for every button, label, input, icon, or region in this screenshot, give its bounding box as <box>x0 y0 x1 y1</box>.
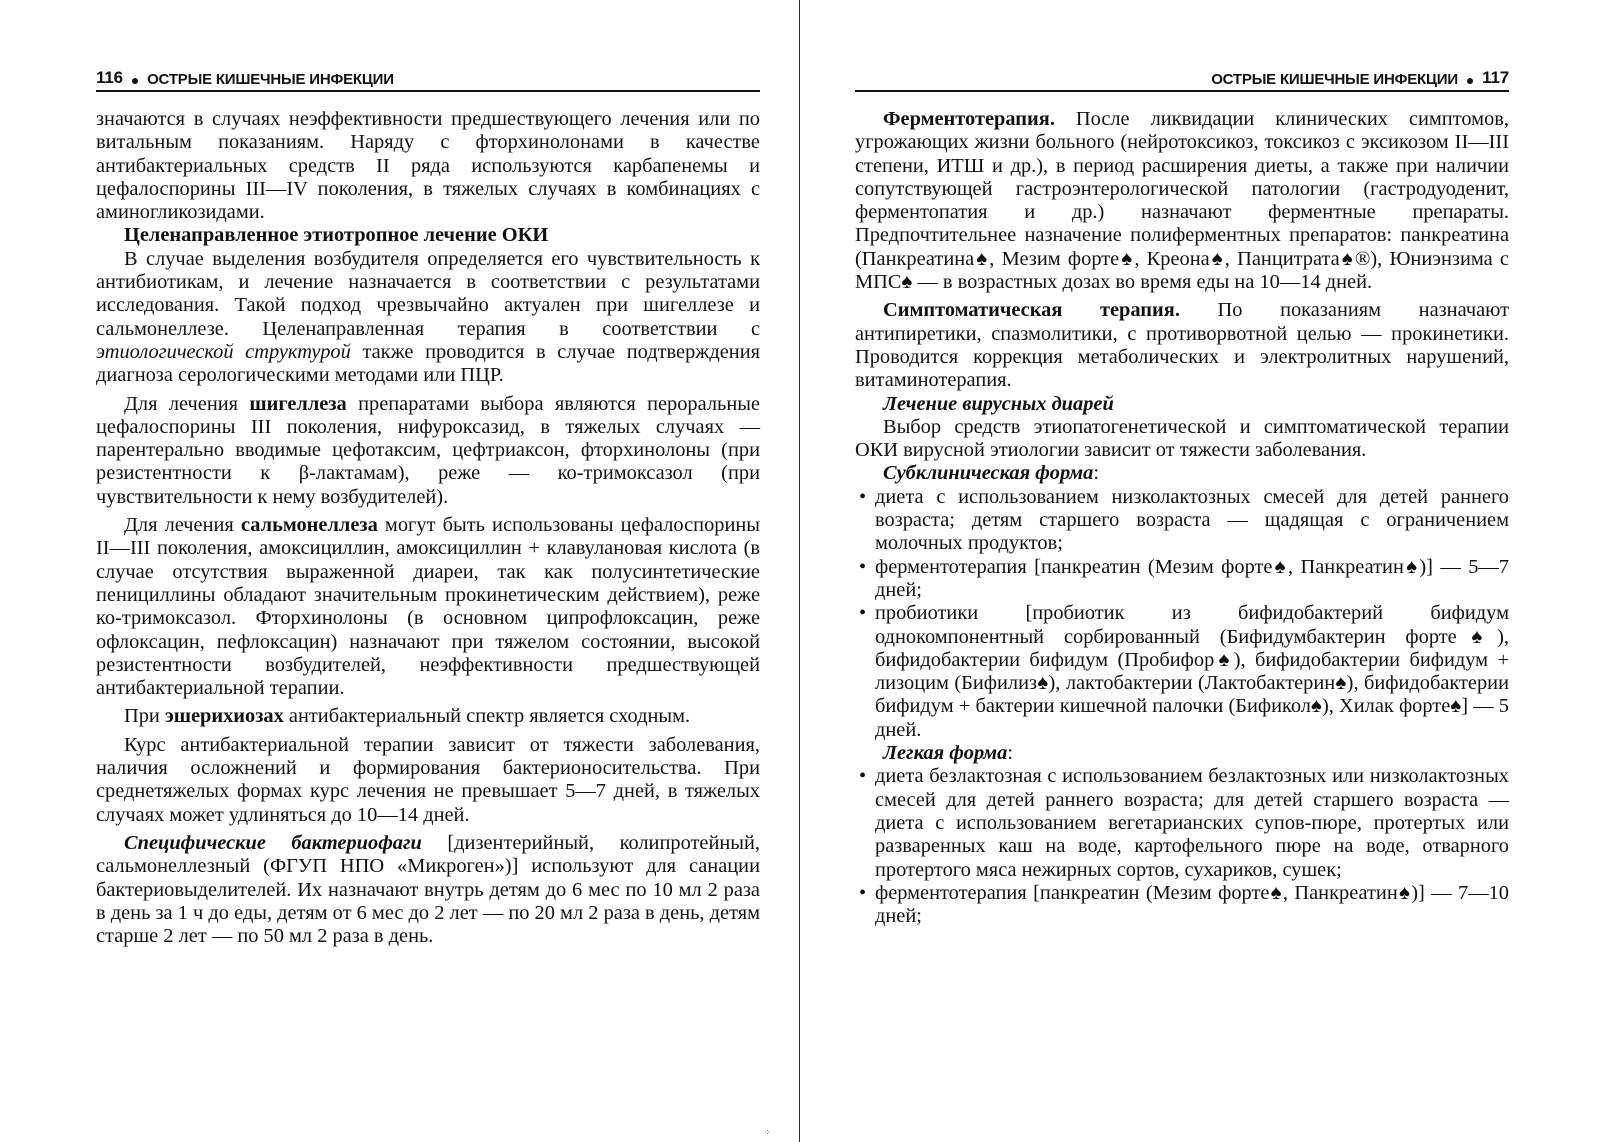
bold-term: Симптоматическая терапия. <box>883 299 1180 322</box>
paragraph <box>96 514 760 700</box>
left-running-header <box>96 66 760 92</box>
subheading <box>855 742 1509 765</box>
text: препаратами выбора являются пероральные цефалоспорины III поколения, нифуроксазид, в тяжелых случаях — парентерально вводимые цефотаксим, цефтриаксон, фторхинолоны (при резистентности к β-лактамам), реже — ко-тримоксазол (при чувствительности к нему возбудителей). <box>96 392 760 508</box>
list-item <box>855 882 1509 929</box>
left-page <box>96 0 760 1142</box>
form-subheading: Субклиническая форма <box>883 462 1094 485</box>
list-item-text: диета безлактозная с использованием безлактозных или низколактозных смесей для детей раннего возраста; для детей старшего возраста — диета с использованием вегетарианских супов-пюре, протертых или разваренных каш на воде, картофельного пюре на воде, отварного протертого мяса нежирных сортов, сухариков, сушек; <box>875 765 1509 881</box>
bullet-icon: • <box>859 881 867 904</box>
bullet-icon: • <box>859 602 867 625</box>
list-item <box>855 765 1509 881</box>
list-item <box>855 486 1509 556</box>
paragraph <box>96 832 760 948</box>
list-item <box>855 556 1509 603</box>
colon: : <box>1093 462 1099 485</box>
text: По показаниям назначают антипиретики, спазмолитики, с противорвотной целью — прокинетики. Проводится коррекция метаболических и электролитных нарушений, витаминотерапия. <box>855 299 1509 392</box>
left-page-body <box>96 108 760 948</box>
section-heading: Лечение вирусных диарей <box>883 392 1114 415</box>
text: Для лечения <box>124 392 250 415</box>
scan-artifact: ⁘ <box>764 1128 771 1137</box>
header-bullet: ● <box>130 72 140 88</box>
right-page-body <box>855 108 1509 928</box>
right-running-title: ОСТРЫЕ КИШЕЧНЫЕ ИНФЕКЦИИ <box>1211 71 1458 88</box>
paragraph <box>96 705 760 728</box>
colon: : <box>1007 742 1013 765</box>
bold-term: шигеллеза <box>249 392 347 415</box>
bullet-icon: • <box>859 765 867 788</box>
text: [дизентерийный, колипротейный, сальмонеллезный (ФГУП НПО «Микроген»)] используют для санации бактериовыделителей. Их назначают внутрь детям до 6 мес по 10 мл 2 раза в день за 1 ч до еды, детям от 6 мес до 2 лет — по 20 мл 2 раза в день, детям старше 2 лет — по 50 мл 2 раза в день. <box>96 831 760 948</box>
paragraph: значаются в случаях неэффективности предшествующего лечения или по витальным показаниям. Наряду с фторхинолонами в качестве антибактериальных средств II ряда используются карбапенемы и цефалоспорины III—IV поколения, в тяжелых случаях в комбинациях с аминогликозидами. <box>96 108 760 224</box>
left-page-number: 116 <box>96 68 123 87</box>
text: При <box>124 705 165 728</box>
paragraph <box>855 108 1509 294</box>
paragraph <box>855 299 1509 392</box>
header-bullet: ● <box>1465 72 1475 88</box>
bold-term: Ферментотерапия. <box>883 108 1055 130</box>
list-item-text: ферментотерапия [панкреатин (Мезим форте♠, Панкреатин♠)] — 5—7 дней; <box>875 555 1509 601</box>
bold-italic-term: Специфические бактериофаги <box>124 831 422 854</box>
bold-term: сальмонеллеза <box>240 514 378 537</box>
text: В случае выделения возбудителя определяется его чувствительность к антибиотикам, и лечение назначается в соответствии с результатами исследования. Такой подход чрезвычайно актуален при шигеллезе и сальмонеллезе. Целенаправленная терапия в соответствии с <box>96 247 760 340</box>
right-page <box>855 0 1509 1142</box>
section-heading: Целенаправленное этиотропное лечение ОКИ <box>124 224 549 247</box>
paragraph: Курс антибактериальной терапии зависит от тяжести заболевания, наличия осложнений и формирования бактерионосительства. При среднетяжелых формах курс лечения не превышает 5—7 дней, в тяжелых случаях может удлиняться до 10—14 дней. <box>96 733 760 826</box>
paragraph <box>96 393 760 509</box>
bullet-icon: • <box>859 485 867 508</box>
list-item-text: пробиотики [пробиотик из бифидобактерий бифидум однокомпонентный сорбированный (Бифидумбактерин форте♠), бифидобактерии бифидум (Пробифор♠), бифидобактерии бифидум + лизоцим (Бифилиз♠), лактобактерии (Лактобактерин♠), бифидобактерии бифидум + бактерии кишечной палочки (Бификол♠), Хилак форте♠] — 5 дней. <box>875 602 1509 741</box>
paragraph <box>96 248 760 388</box>
list-item-text: ферментотерапия [панкреатин (Мезим форте♠, Панкреатин♠)] — 7—10 дней; <box>875 881 1509 928</box>
bullet-icon: • <box>859 555 867 578</box>
paragraph: Выбор средств этиопатогенетической и симптоматической терапии ОКИ вирусной этиологии зависит от тяжести заболевания. <box>855 415 1509 462</box>
bold-term: эшерихиозах <box>164 705 284 728</box>
italic-term: этиологической структурой <box>96 340 351 363</box>
form-subheading: Легкая форма <box>883 742 1008 765</box>
list-item <box>855 602 1509 742</box>
text: После ликвидации клинических симптомов, угрожающих жизни больного (нейротоксикоз, токсикоз с эксикозом II—III степени, ИТШ и др.), в период расширения диеты, а также при наличии сопутствующей гастроэнтерологической патологии (гастродуоденит, ферментопатия и др.) назначают ферментные препараты. Предпочтительнее назначение полиферментных препаратов: панкреатина (Панкреатина♠, Мезим форте♠, Креона♠, Панцитрата♠®), Юниэнзима с МПС♠ — в возрастных дозах во время еды на 10—14 дней. <box>855 108 1509 294</box>
text: могут быть использованы цефалоспорины II—III поколения, амоксициллин, амоксициллин + клавулановая кислота (в случае отсутствия выраженной диареи, так как полусинтетические пенициллины обладают значительным прокинетическим действием), реже ко-тримоксазол. Фторхинолоны (в основном ципрофлоксацин, реже офлоксацин, пефлоксацин) назначают при тяжелом состоянии, высокой резистентности возбудителей, неэффективности предшествующей антибактериальной терапии. <box>96 514 760 700</box>
list-item-text: диета с использованием низколактозных смесей для детей раннего возраста; детям старшего возраста — щадящая с ограничением молочных продуктов; <box>875 485 1509 555</box>
text: Для лечения <box>124 514 241 537</box>
right-page-number: 117 <box>1482 68 1509 87</box>
text: также проводится в случае подтверждения диагноза серологическими методами или ПЦР. <box>96 340 760 387</box>
text: антибактериальный спектр является сходным. <box>283 705 691 728</box>
book-spine <box>799 0 800 1142</box>
left-running-title: ОСТРЫЕ КИШЕЧНЫЕ ИНФЕКЦИИ <box>147 71 394 88</box>
subheading <box>855 462 1509 485</box>
right-running-header <box>855 66 1509 92</box>
